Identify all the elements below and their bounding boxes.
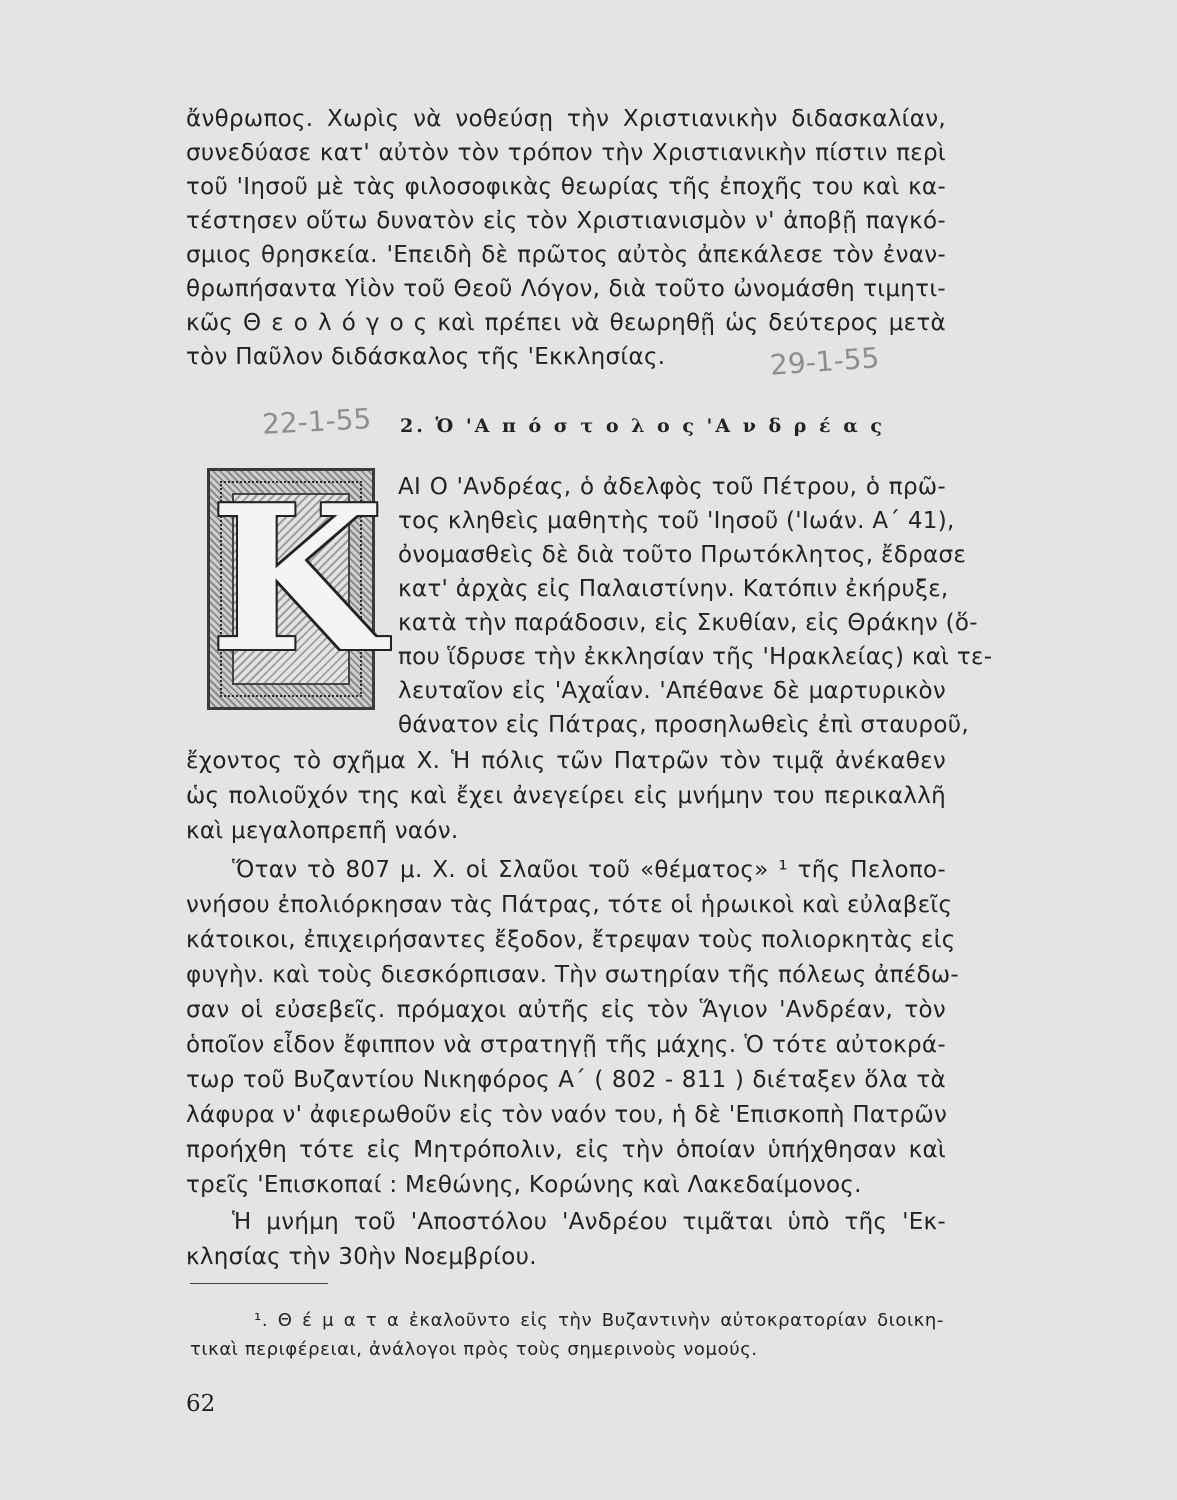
paragraph-2-line-3: ὀνομασθεὶς δὲ διὰ τοῦτο Πρωτόκλητος, ἔδρασε xyxy=(398,542,967,568)
footnote-line-1: ¹. Θ έ μ α τ α ἐκαλοῦντο εἰς τὴν Βυζαντινὴν αὐτοκρατορίαν διοικη- xyxy=(254,1310,944,1331)
paragraph-1-line-7: κῶς Θ ε ο λ ό γ ο ς καὶ πρέπει νὰ θεωρηθῇ ὡς δεύτερος μετὰ xyxy=(186,310,946,336)
paragraph-3-line-8: λάφυρα ν' ἀφιερωθοῦν εἰς τὸν ναόν του, ἡ δὲ 'Επισκοπὴ Πατρῶν xyxy=(186,1102,948,1128)
paragraph-1-line-2: συνεδύασε κατ' αὐτὸν τὸν τρόπον τὴν Χριστιανικὴν πίστιν περὶ xyxy=(186,140,946,166)
paragraph-3-line-9: προήχθη τότε εἰς Μητρόπολιν, εἰς τὴν ὁποίαν ὑπήχθησαν καὶ xyxy=(186,1137,946,1163)
drop-cap-letter: K xyxy=(210,462,384,697)
paragraph-4-line-1: Ἡ μνήμη τοῦ 'Αποστόλου 'Ανδρέου τιμᾶται ὑπὸ τῆς 'Εκ- xyxy=(232,1209,946,1235)
paragraph-1-line-6: θρωπήσαντα Υἱὸν τοῦ Θεοῦ Λόγον, διὰ τοῦτο ὠνομάσθη τιμητι- xyxy=(186,276,946,302)
paragraph-3-line-4: φυγὴν. καὶ τοὺς διεσκόρπισαν. Τὴν σωτηρίαν τῆς πόλεως ἀπέδω- xyxy=(186,962,960,988)
section-heading: 2. Ὁ 'Α π ό σ τ ο λ ο ς 'Α ν δ ρ έ α ς xyxy=(400,415,886,437)
paragraph-3-line-7: τωρ τοῦ Βυζαντίου Νικηφόρος Α΄ ( 802 - 811 ) διέταξεν ὅλα τὰ xyxy=(186,1067,946,1093)
paragraph-1-line-8: τὸν Παῦλον διδάσκαλος τῆς 'Εκκλησίας. xyxy=(186,344,666,370)
handwritten-date-left: 22-1-55 xyxy=(261,402,373,441)
paragraph-3-line-10: τρεῖς 'Επισκοπαί : Μεθώνης, Κορώνης καὶ Λακεδαίμονος. xyxy=(186,1172,862,1198)
paragraph-1-line-3: τοῦ 'Ιησοῦ μὲ τὰς φιλοσοφικὰς θεωρίας τῆς ἐποχῆς του καὶ κα- xyxy=(186,174,946,200)
paragraph-3-line-5: σαν οἱ εὐσεβεῖς. πρόμαχοι αὐτῆς εἰς τὸν Ἅγιον 'Ανδρέαν, τὸν xyxy=(186,997,946,1023)
paragraph-2-line-9: ἔχοντος τὸ σχῆμα Χ. Ἡ πόλις τῶν Πατρῶν τὸν τιμᾷ ἀνέκαθεν xyxy=(186,748,946,774)
paragraph-1-line-4: τέστησεν οὕτω δυνατὸν εἰς τὸν Χριστιανισμὸν ν' ἀποβῇ παγκό- xyxy=(186,208,946,234)
paragraph-4-line-2: κλησίας τὴν 30ὴν Νοεμβρίου. xyxy=(186,1244,537,1270)
handwritten-date-right: 29-1-55 xyxy=(768,341,881,382)
paragraph-2-line-5: κατὰ τὴν παράδοσιν, εἰς Σκυθίαν, εἰς Θράκην (ὅ- xyxy=(398,610,978,636)
paragraph-2-line-7: λευταῖον εἰς 'Αχαΐαν. 'Απέθανε δὲ μαρτυρικὸν xyxy=(398,678,946,704)
paragraph-3-line-6: ὁποῖον εἶδον ἔφιππον νὰ στρατηγῇ τῆς μάχης. Ὁ τότε αὐτοκρά- xyxy=(186,1032,946,1058)
paragraph-1-line-1: ἄνθρωπος. Χωρὶς νὰ νοθεύσῃ τὴν Χριστιανικὴν διδασκαλίαν, xyxy=(186,106,946,132)
paragraph-2-line-6: που ἵδρυσε τὴν ἐκκλησίαν τῆς 'Ηρακλείας) καὶ τε- xyxy=(398,644,993,670)
paragraph-2-line-2: τος κληθεὶς μαθητὴς τοῦ 'Ιησοῦ ('Ιωάν. Α΄ 41), xyxy=(398,508,955,534)
paragraph-3-line-3: κάτοικοι, ἐπιχειρήσαντες ἔξοδον, ἔτρεψαν τοὺς πολιορκητὰς εἰς xyxy=(186,927,956,953)
paragraph-2-line-11: καὶ μεγαλοπρεπῆ ναόν. xyxy=(186,818,459,844)
paragraph-1-line-5: σμιος θρησκεία. 'Επειδὴ δὲ πρῶτος αὐτὸς ἀπεκάλεσε τὸν ἐναν- xyxy=(186,242,946,268)
footnote-line-2: τικαὶ περιφέρειαι, ἀνάλογοι πρὸς τοὺς σημερινοὺς νομούς. xyxy=(190,1339,758,1360)
paragraph-2-line-10: ὡς πολιοῦχόν της καὶ ἔχει ἀνεγείρει εἰς μνήμην του περικαλλῆ xyxy=(186,783,946,809)
paragraph-3-line-2: ννήσου ἐπολιόρκησαν τὰς Πάτρας, τότε οἱ ἡρωικοὶ καὶ εὐλαβεῖς xyxy=(186,892,953,918)
footnote-rule xyxy=(190,1283,328,1284)
ornamental-drop-cap xyxy=(207,462,384,710)
paragraph-2-line-4: κατ' ἀρχὰς εἰς Παλαιστίνην. Κατόπιν ἐκήρυξε, xyxy=(398,576,949,602)
paragraph-2-line-1: ΑΙ Ο 'Ανδρέας, ὁ ἀδελφὸς τοῦ Πέτρου, ὁ πρῶ- xyxy=(398,474,946,500)
page-number: 62 xyxy=(186,1391,216,1417)
paragraph-3-line-1: Ὅταν τὸ 807 μ. Χ. οἱ Σλαῦοι τοῦ «θέματος» ¹ τῆς Πελοπο- xyxy=(232,857,946,883)
paragraph-2-line-8: θάνατον εἰς Πάτρας, προσηλωθεὶς ἐπὶ σταυροῦ, xyxy=(398,712,969,738)
